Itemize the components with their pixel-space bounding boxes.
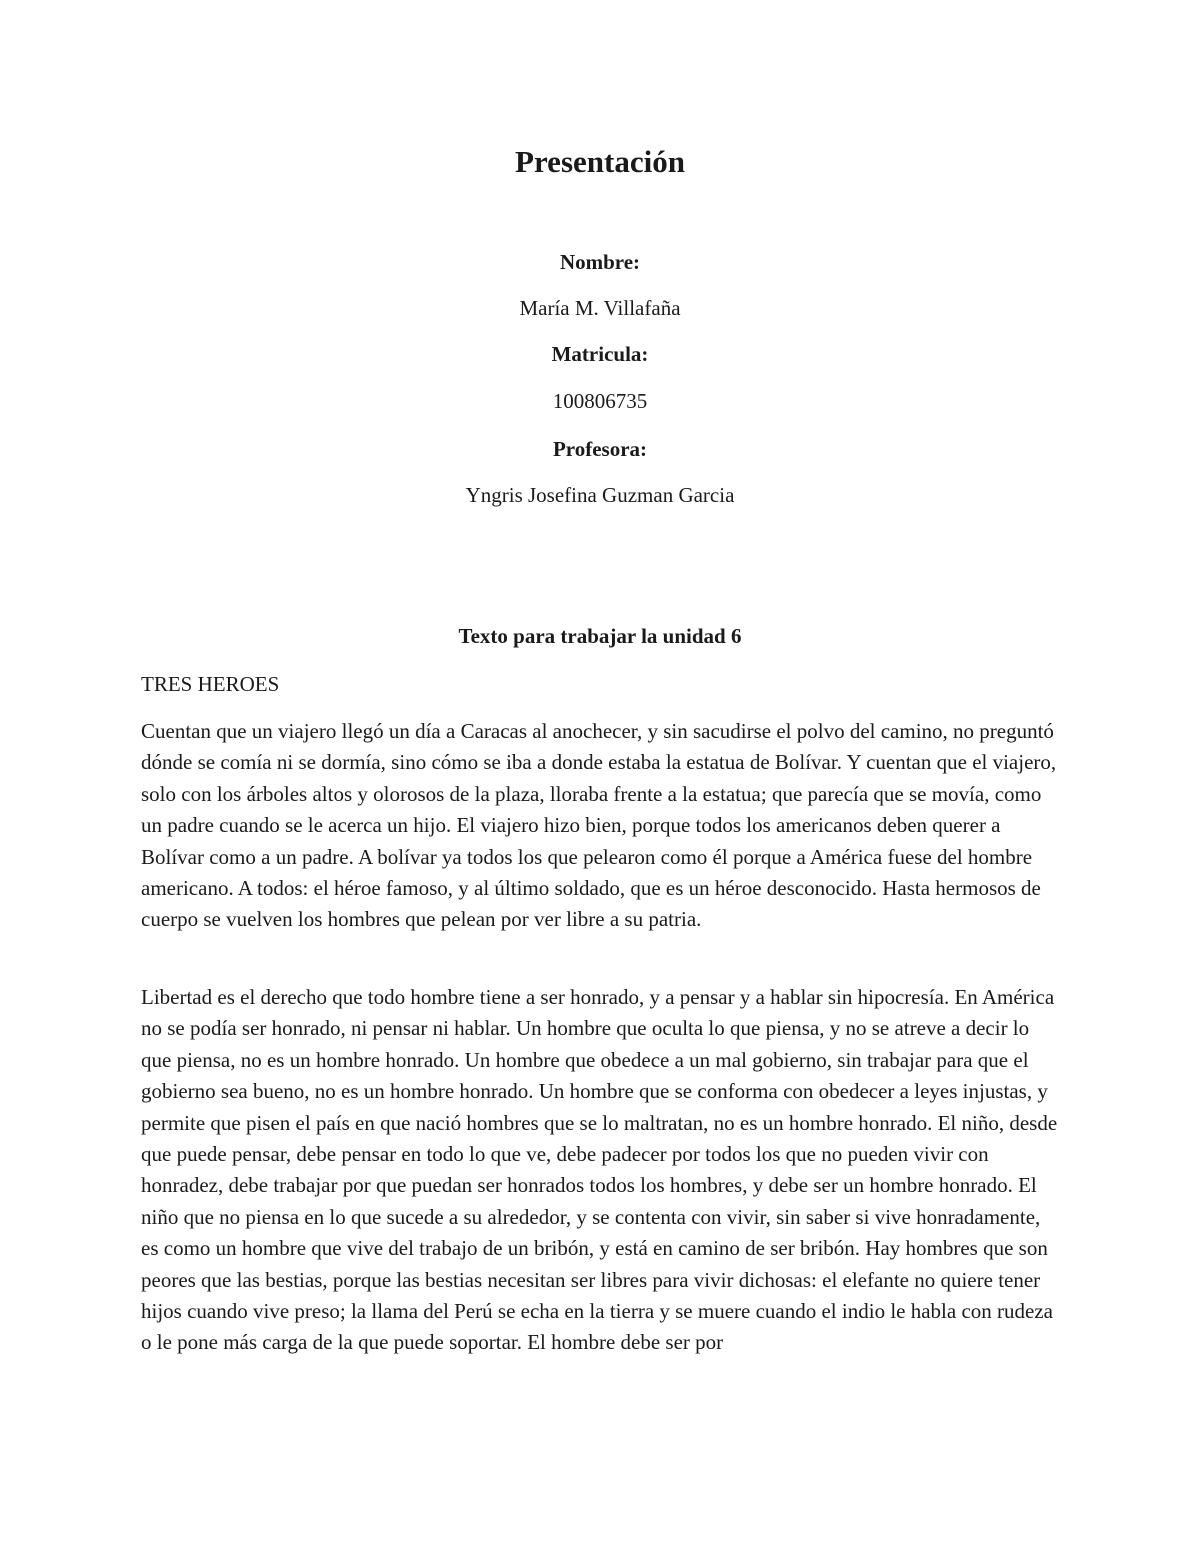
name-label: Nombre:: [559, 250, 641, 274]
name-value: María M. Villafaña: [519, 296, 681, 320]
id-value: 100806735: [552, 389, 648, 413]
paragraph-2: Libertad es el derecho que todo hombre tiene a ser honrado, y a pensar y a hablar sin hipocresía. En América no se podía ser honrado, ni pensar ni hablar. Un hombre que oculta lo que piensa, y no se atreve a decir lo que piensa, no es un hombre honrado. Un hombre que obedece a un mal gobierno, sin trabajar para que el gobierno sea bueno, no es un hombre honrado. Un hombre que se conforma con obedecer a leyes injustas, y permite que pisen el país en que nació hombres que se lo maltratan, no es un hombre honrado. El niño, desde que puede pensar, debe pensar en todo lo que ve, debe padecer por todos los que no pueden vivir con honradez, debe trabajar por que puedan ser honrados todos los hombres, y debe ser un hombre honrado. El niño que no piensa en lo que sucede a su alrededor, y se contenta con vivir, sin saber si vive honradamente, es como un hombre que vive del trabajo de un bribón, y está en camino de ser bribón. Hay hombres que son peores que las bestias, porque las bestias necesitan ser libres para vivir dichosas: el elefante no quiere tener hijos cuando vive preso; la llama del Perú se echa en la tierra y se muere cuando el indio le habla con rudeza o le pone más carga de la que puede soportar. El hombre debe ser por: [141, 985, 1058, 1355]
page-title: Presentación: [515, 144, 685, 179]
story-title: TRES HEROES: [141, 672, 280, 696]
section-heading: Texto para trabajar la unidad 6: [458, 624, 742, 648]
teacher-value: Yngris Josefina Guzman Garcia: [465, 483, 735, 507]
id-label: Matricula:: [551, 342, 649, 366]
paragraph-1: Cuentan que un viajero llegó un día a Caracas al anochecer, y sin sacudirse el polvo del camino, no preguntó dónde se comía ni se dormía, sino cómo se iba a donde estaba la estatua de Bolívar. Y cuentan que el viajero, solo con los árboles altos y olorosos de la plaza, lloraba frente a la estatua; que parecía que se movía, como un padre cuando se le acerca un hijo. El viajero hizo bien, porque todos los americanos deben querer a Bolívar como a un padre. A bolívar ya todos los que pelearon como él porque a América fuese del hombre americano. A todos: el héroe famoso, y al último soldado, que es un héroe desconocido. Hasta hermosos de cuerpo se vuelven los hombres que pelean por ver libre a su patria.: [141, 719, 1057, 932]
teacher-label: Profesora:: [552, 437, 648, 461]
